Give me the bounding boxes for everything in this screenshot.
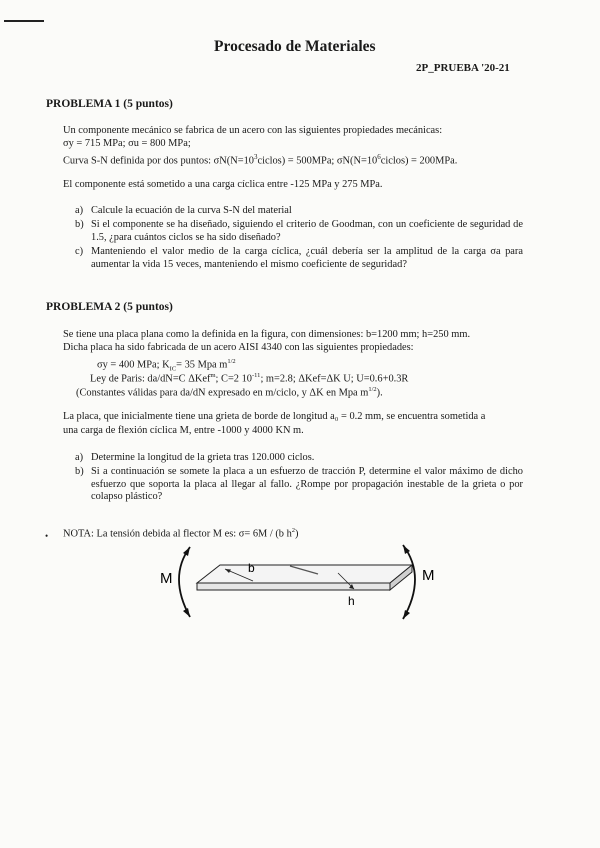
problem-1-sn-curve: Curva S-N definida por dos puntos: $\sigma N(N=10^3ciclos) = 500MPa$; $\sigma N(N=10^6ciclos) = 200MPa$. — [63, 153, 458, 167]
label-m-left: M — [160, 570, 173, 587]
plate-front-face — [197, 583, 390, 590]
problem-2-constants-note: (Constantes válidas para da/dN expresado en m/ciclo, y ΔK en Mpa $m^{1/2}$). — [76, 386, 383, 399]
problem-2-crack-1: La placa, que inicialmente tiene una grieta de borde de longitud a₀ = 0.2 mm, se encuentra sometida a — [63, 411, 486, 422]
problem-2-heading: PROBLEMA 2 (5 puntos) — [46, 301, 173, 313]
problem-1-load: El componente está sometido a una carga cíclica entre -125 MPa y 275 MPa. — [63, 179, 383, 190]
top-mark — [4, 20, 44, 22]
problem-1-properties: σy = 715 MPa; σu = 800 MPa; — [63, 138, 191, 149]
problem-2-properties: σy = 400 MPa; $K_{IC}= 35$ Mpa $m^{1/2}$ — [97, 358, 236, 373]
moment-arrow-right — [403, 545, 415, 619]
problem-2-paris-law: Ley de Paris: da/dN=C ΔKef$^m$; C=2 $10^{-11}$; m=2.8; ΔKef=ΔK U; U=0.6+0.3R — [90, 372, 409, 385]
exam-code: 2P_PRUEBA '20-21 — [416, 62, 510, 74]
problem-1-intro: Un componente mecánico se fabrica de un acero con las siguientes propiedades mecánicas: — [63, 125, 443, 136]
label-h: h — [348, 594, 355, 608]
moment-arrow-left — [179, 547, 190, 617]
note: NOTA: La tensión debida al flector M es: σ= 6M / (b $h^2$) — [63, 527, 299, 540]
moment-arrowhead-left — [183, 547, 190, 556]
plate-figure — [150, 535, 460, 635]
problem-2-crack-2: una carga de flexión cíclica M, entre -1000 y 4000 KN m. — [63, 425, 304, 436]
bullet-mark: • — [45, 531, 49, 541]
moment-arrowhead-right-bottom — [403, 610, 410, 619]
problem-2-intro-2: Dicha placa ha sido fabricada de un acero AISI 4340 con las siguientes propiedades: — [63, 342, 414, 353]
page-title: Procesado de Materiales — [214, 38, 376, 55]
label-b: b — [248, 561, 255, 575]
problem-1-heading: PROBLEMA 1 (5 puntos) — [46, 98, 173, 110]
moment-arrowhead-left-bottom — [183, 608, 190, 617]
plate-top-face — [197, 565, 412, 583]
label-m-right: M — [422, 567, 435, 584]
problem-2-intro-1: Se tiene una placa plana como la definida en la figura, con dimensiones: b=1200 mm; h=250 mm. — [63, 329, 471, 340]
